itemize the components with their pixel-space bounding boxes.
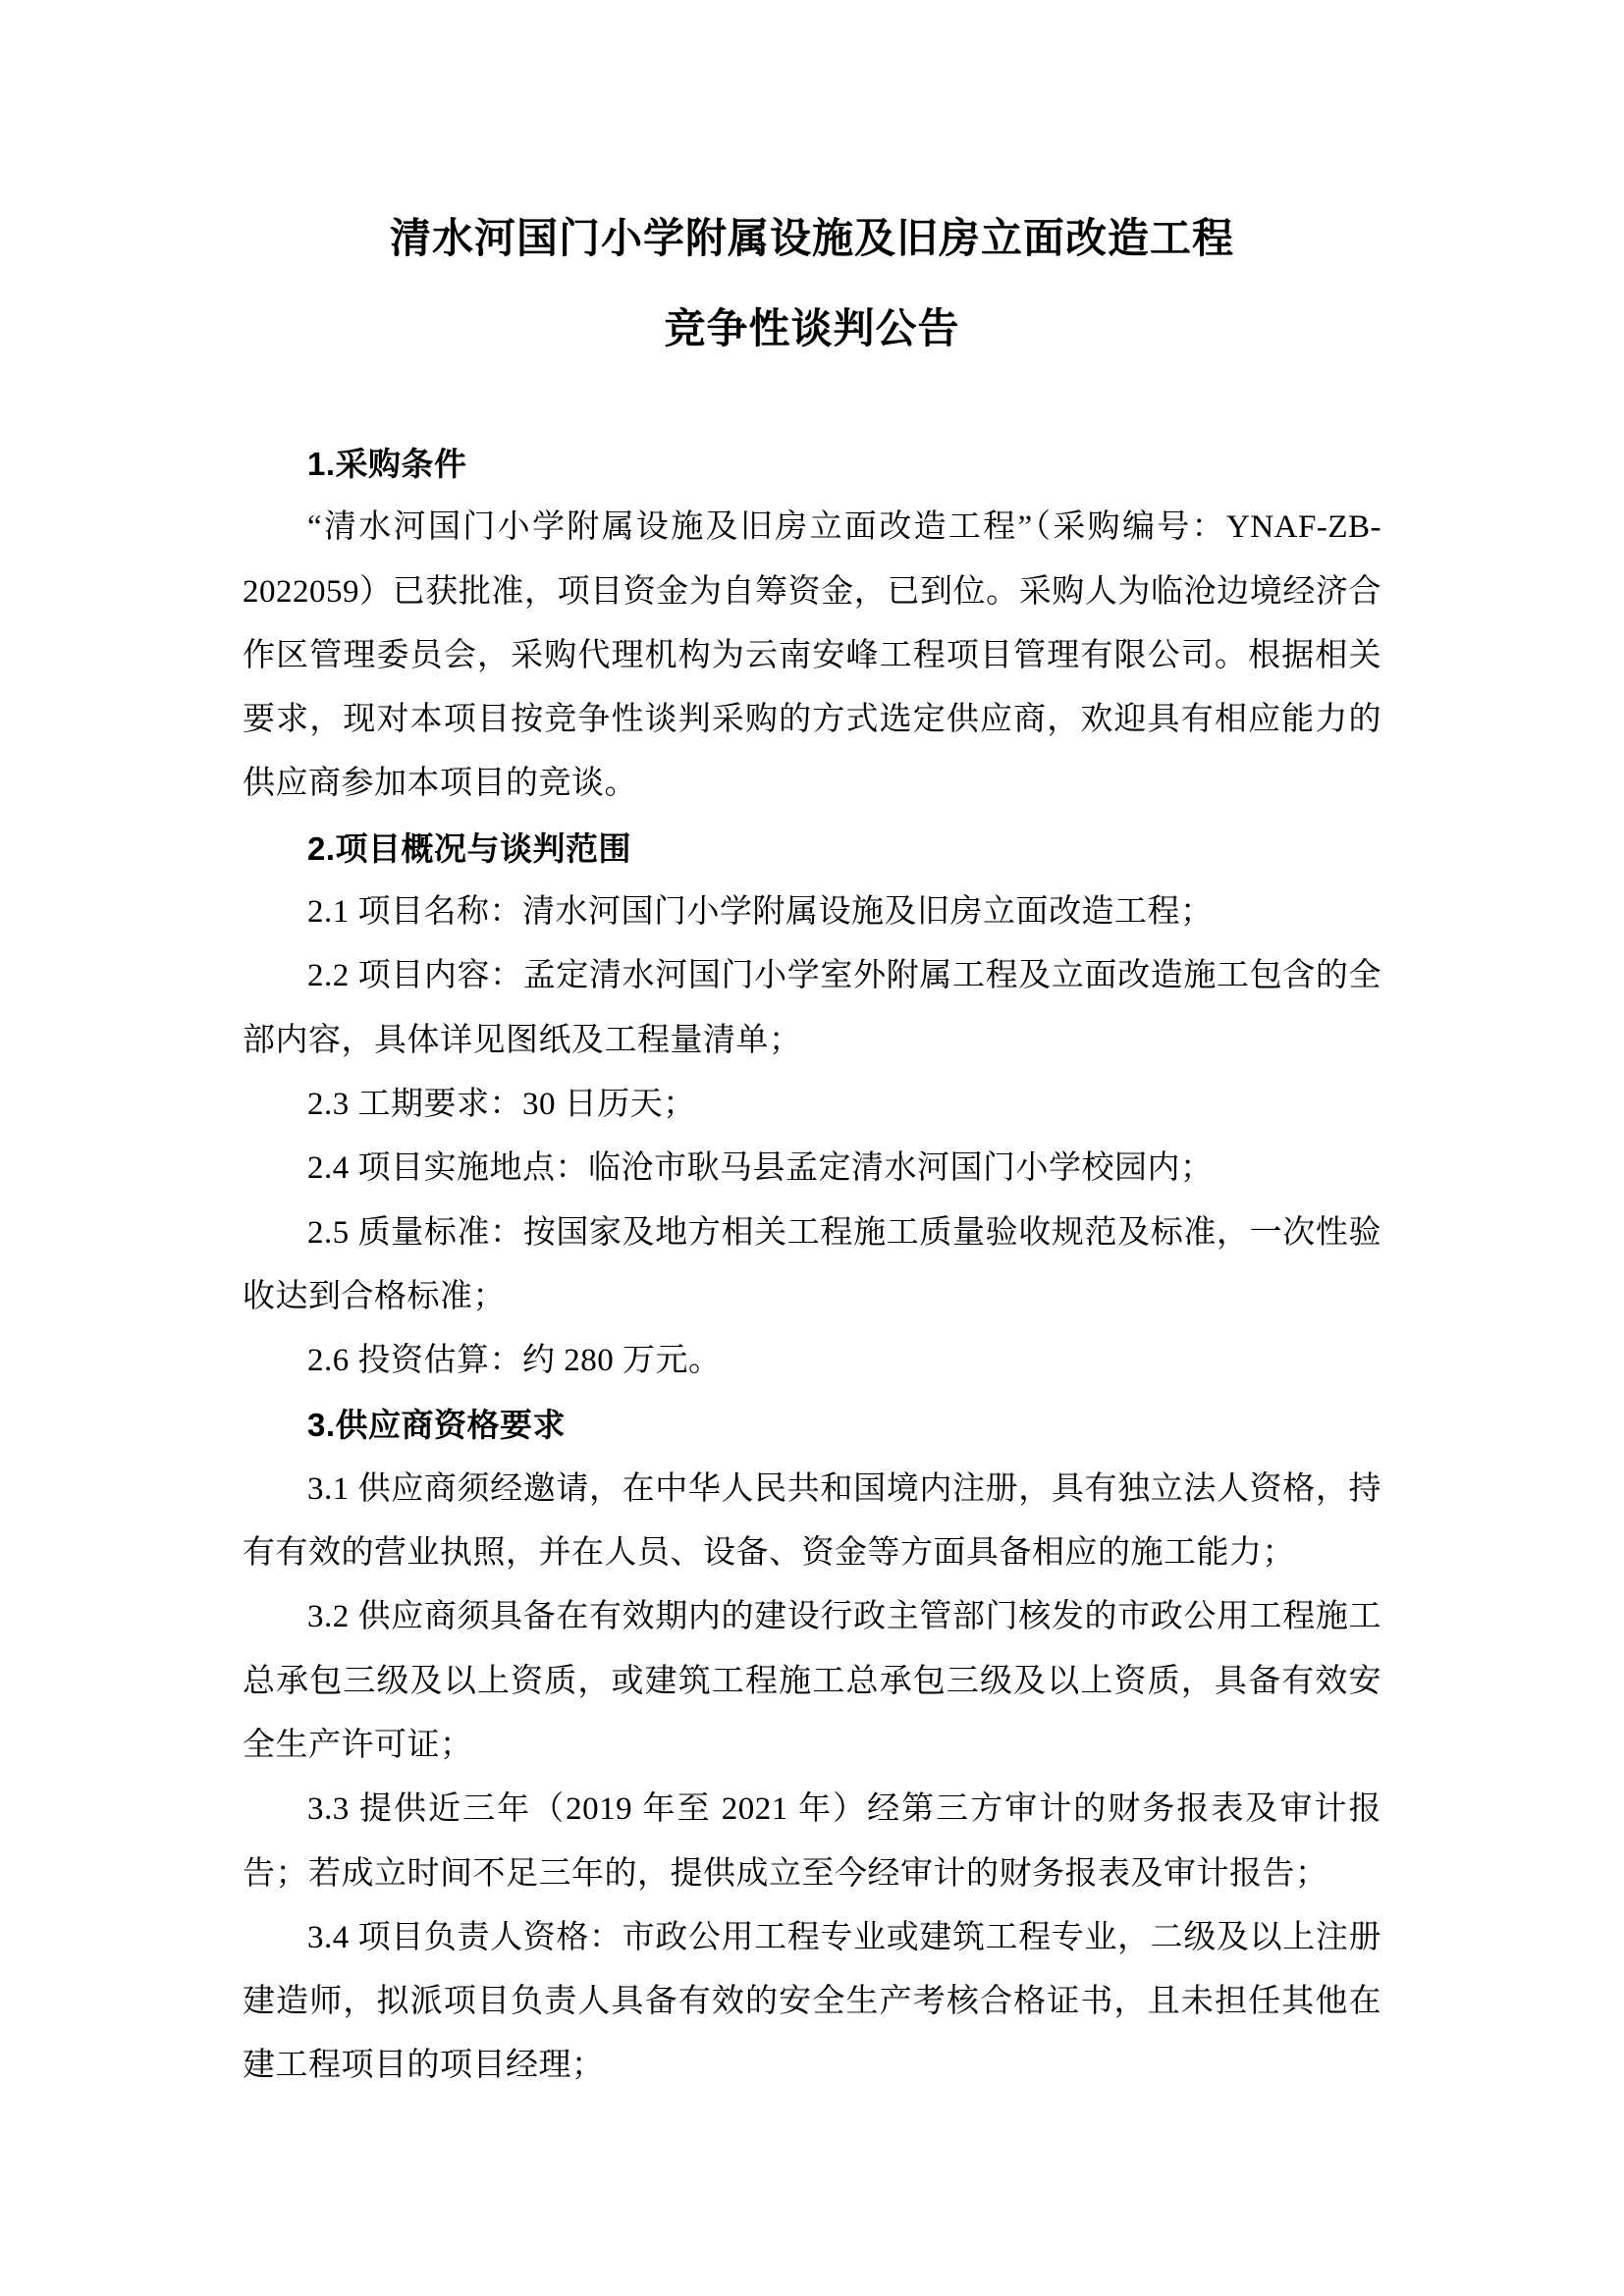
document-title: 清水河国门小学附属设施及旧房立面改造工程: [389, 217, 1234, 262]
paragraph: 3.2 供应商须具备在有效期内的建设行政主管部门核发的市政公用工程施工总承包三级及以上资质，或建筑工程施工总承包三级及以上资质，具备有效安全生产许可证；: [243, 1599, 1381, 1763]
document-section: [243, 432, 1381, 817]
paragraph: 3.4 项目负责人资格：市政公用工程专业或建筑工程专业，二级及以上注册建造师，拟派项目负责人具备有效的安全生产考核合格证书，且未担任其他在建工程项目的项目经理；: [243, 1919, 1381, 2084]
document-section: [243, 1393, 1381, 2098]
paragraph: 2.3 工期要求：30 日历天；: [307, 1086, 696, 1122]
paragraph: “清水河国门小学附属设施及旧房立面改造工程”（采购编号：YNAF-ZB-2022059）已获批准，项目资金为自筹资金，已到位。采购人为临沧边境经济合作区管理委员会，采购代理机构为云南安峰工程项目管理有限公司。根据相关要求，现对本项目按竞争性谈判采购的方式选定供应商，欢迎具有相应能力的供应商参加本项目的竞谈。: [243, 509, 1381, 802]
paragraph: 2.4 项目实施地点：临沧市耿马县孟定清水河国门小学校园内；: [307, 1150, 1214, 1187]
section-heading: 1.采购条件: [307, 446, 467, 482]
paragraph: 3.3 提供近三年（2019 年至 2021 年）经第三方审计的财务报表及审计报告；若成立时间不足三年的，提供成立至今经审计的财务报表及审计报告；: [243, 1791, 1381, 1892]
paragraph: 2.6 投资估算：约 280 万元。: [307, 1343, 722, 1379]
document-subtitle: 竞争性谈判公告: [664, 307, 960, 352]
section-heading: 2.项目概况与谈判范围: [307, 829, 632, 867]
paragraph: 2.2 项目内容：孟定清水河国门小学室外附属工程及立面改造施工包含的全部内容，具体详见图纸及工程量清单；: [243, 958, 1381, 1058]
document-section: [243, 817, 1381, 1394]
paragraph: 2.1 项目名称：清水河国门小学附属设施及旧房立面改造工程；: [307, 894, 1214, 931]
document-body: [243, 432, 1381, 2099]
paragraph: 3.1 供应商须经邀请，在中华人民共和国境内注册，具有独立法人资格，持有有效的营业执照，并在人员、设备、资金等方面具备相应的施工能力；: [243, 1470, 1381, 1572]
section-heading: 3.供应商资格要求: [307, 1407, 567, 1444]
paragraph: 2.5 质量标准：按国家及地方相关工程施工质量验收规范及标准，一次性验收达到合格标准；: [243, 1214, 1381, 1314]
